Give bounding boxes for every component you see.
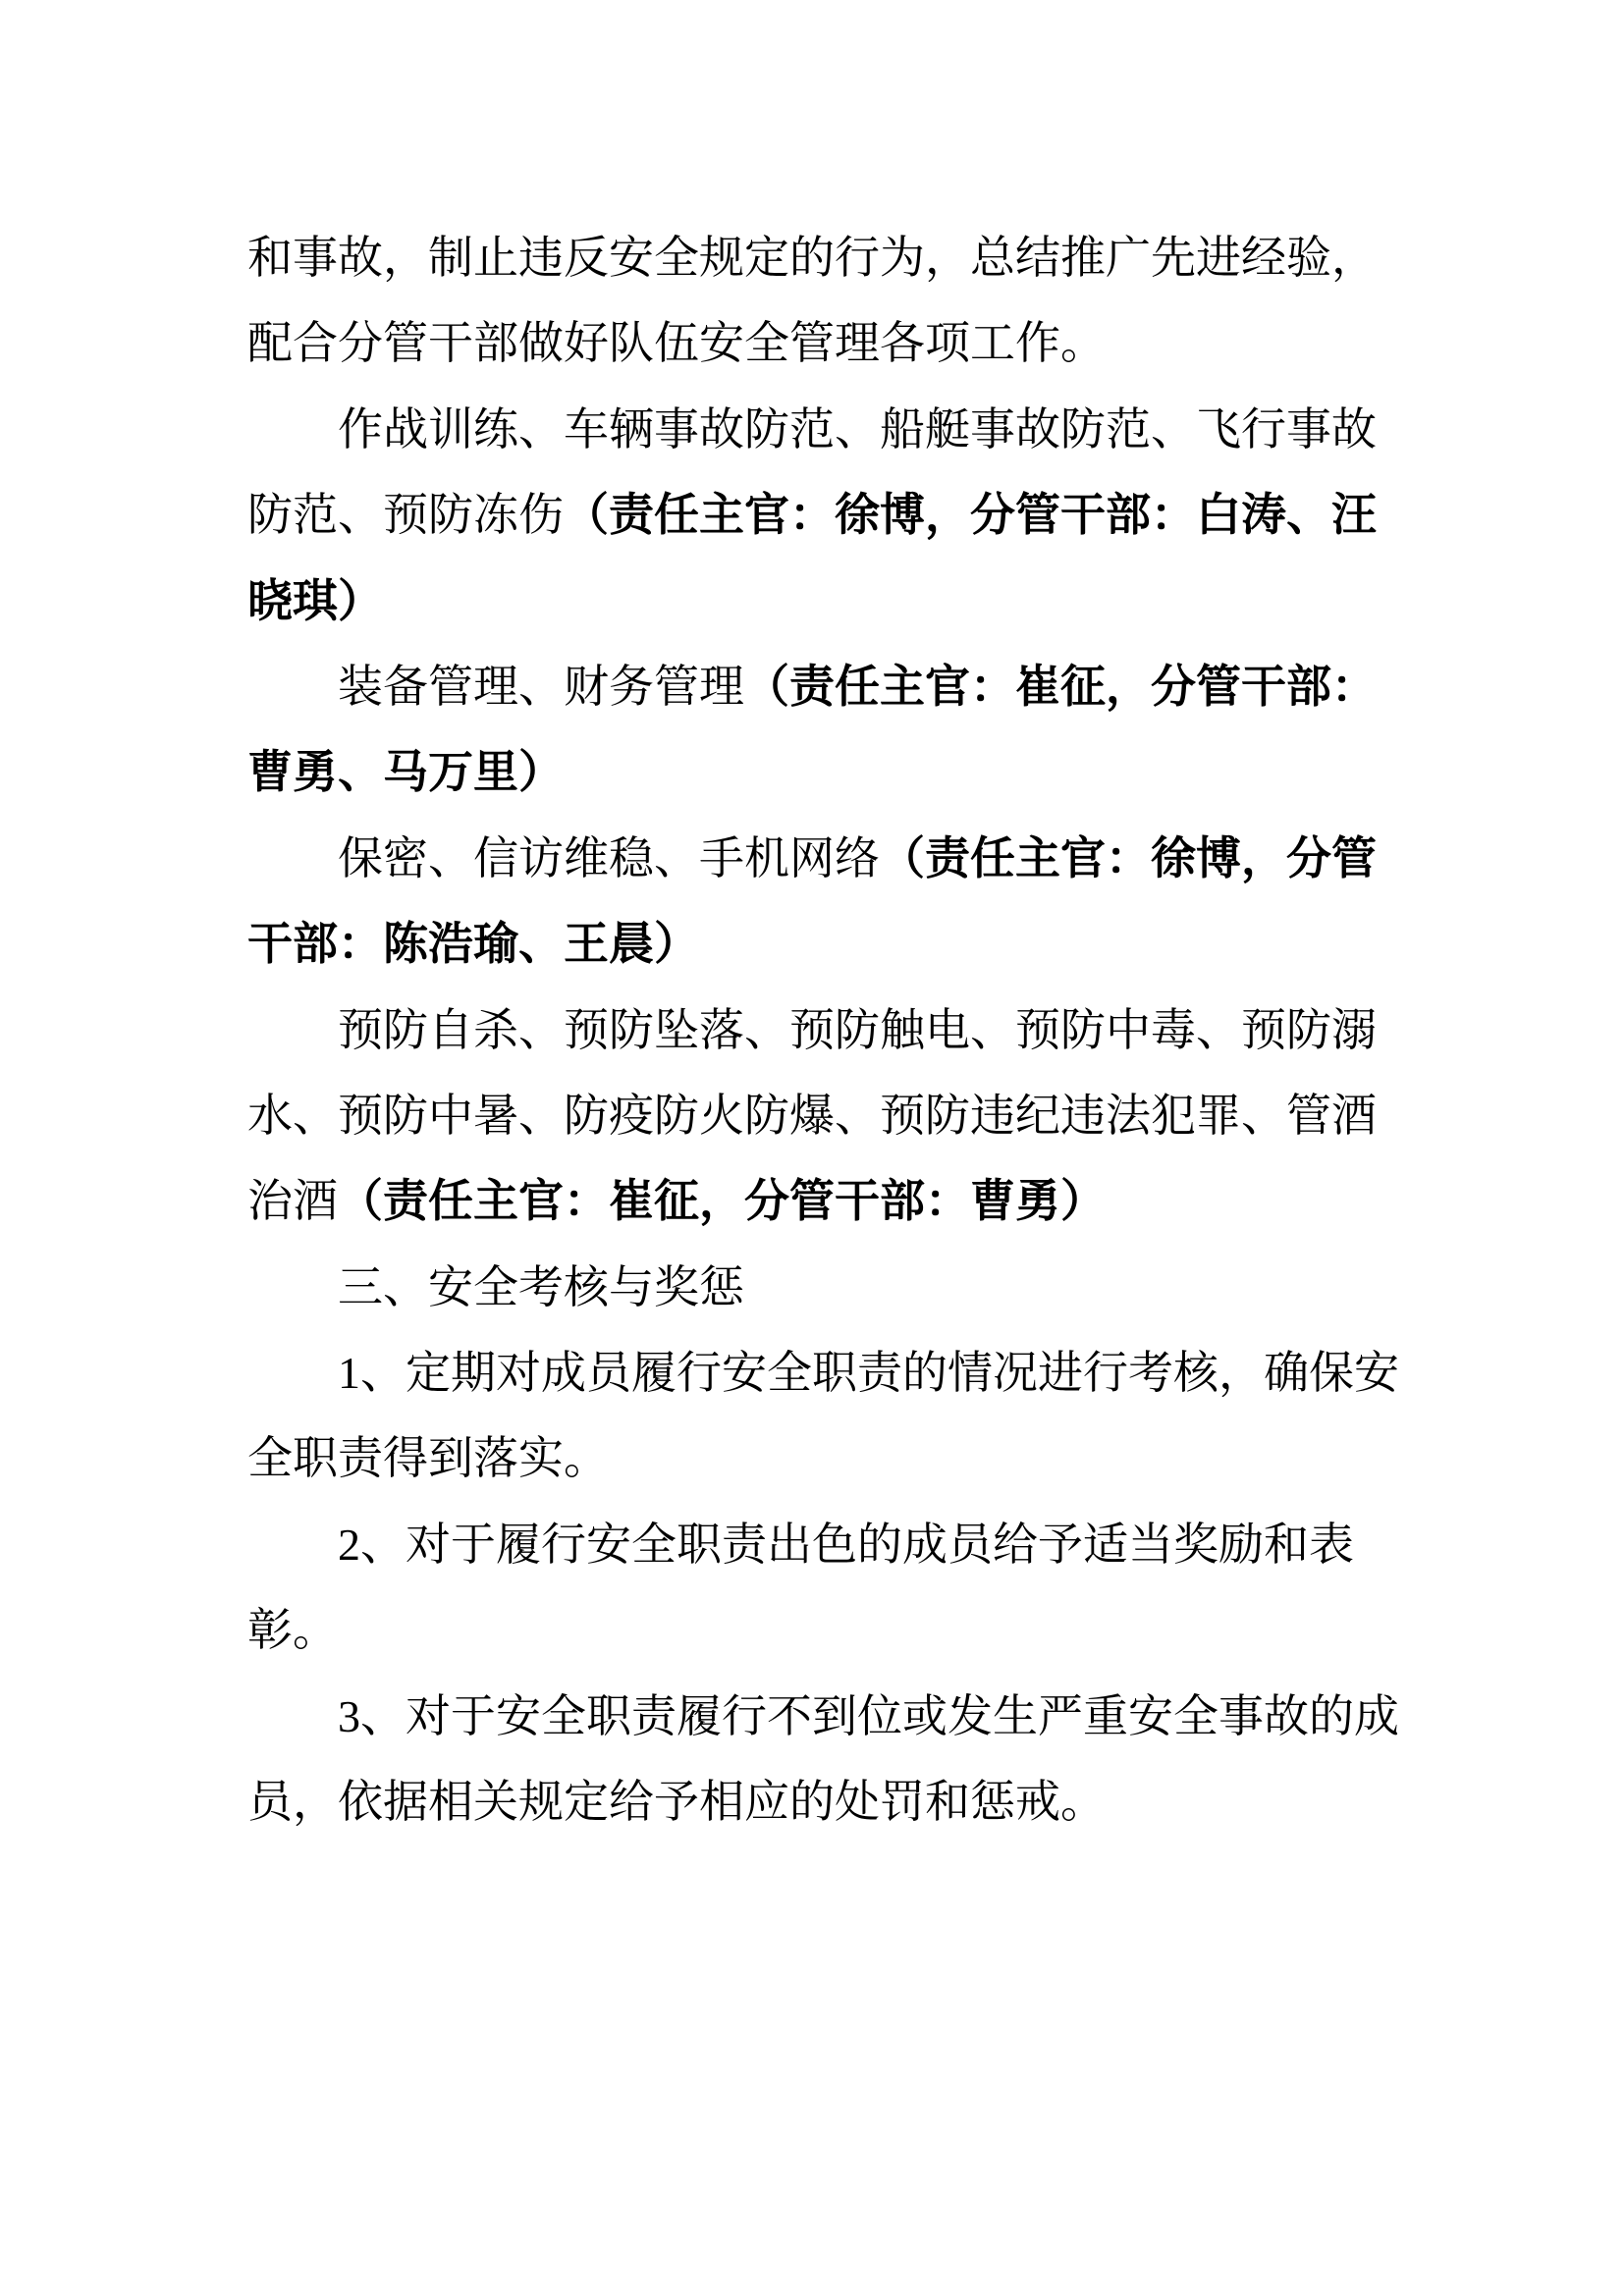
bold-text: （责任主官：徐博，分管 bbox=[880, 830, 1377, 884]
text-segment: 配合分管干部做好队伍安全管理各项工作。 bbox=[247, 316, 1106, 370]
paragraph bbox=[247, 1502, 1386, 1674]
text-line bbox=[247, 1674, 1399, 1759]
text-line bbox=[247, 1330, 1399, 1415]
text-segment: 三、安全考核与奖惩 bbox=[338, 1259, 744, 1313]
bold-text: 干部：陈浩瑜、王晨） bbox=[247, 917, 699, 971]
text-segment: 彰。 bbox=[247, 1603, 338, 1657]
text-line bbox=[247, 816, 1386, 901]
text-segment: 水、预防中暑、防疫防火防爆、预防违纪违法犯罪、管酒 bbox=[247, 1088, 1377, 1142]
text-line bbox=[247, 215, 1386, 300]
document-page bbox=[247, 215, 1399, 1844]
text-segment: 保密、信访维稳、手机网络 bbox=[338, 830, 880, 884]
paragraph bbox=[247, 387, 1386, 644]
text-line bbox=[247, 1245, 1386, 1330]
bold-text: （责任主官：崔征，分管干部：曹勇） bbox=[338, 1174, 1106, 1228]
text-line bbox=[247, 1759, 1386, 1844]
text-segment: 、对于安全职责履行不到位或发生严重安全事故的成 bbox=[360, 1688, 1399, 1742]
text-line bbox=[247, 1502, 1386, 1587]
text-segment: 预防自杀、预防坠落、预防触电、预防中毒、预防溺 bbox=[338, 1002, 1377, 1056]
text-line bbox=[247, 559, 1386, 644]
bold-text: （责任主官：崔征，分管干部： bbox=[744, 659, 1377, 713]
text-line bbox=[247, 1587, 1386, 1673]
text-line bbox=[247, 1073, 1386, 1158]
paragraph bbox=[247, 215, 1386, 387]
text-segment: 1 bbox=[338, 1348, 360, 1399]
text-segment: 装备管理、财务管理 bbox=[338, 659, 744, 713]
text-segment: 员，依据相关规定给予相应的处罚和惩戒。 bbox=[247, 1775, 1106, 1829]
text-line bbox=[247, 1415, 1386, 1501]
text-segment: 、定期对成员履行安全职责的情况进行考核，确保安 bbox=[360, 1346, 1399, 1400]
text-segment: 3 bbox=[338, 1690, 360, 1741]
text-line bbox=[247, 644, 1386, 729]
text-line bbox=[247, 1158, 1386, 1244]
text-line bbox=[247, 472, 1386, 558]
text-segment: 作战训练、车辆事故防范、船艇事故防范、飞行事故 bbox=[338, 401, 1377, 455]
text-segment: 2 bbox=[338, 1519, 360, 1570]
text-segment: 全职责得到落实。 bbox=[247, 1431, 609, 1485]
paragraph bbox=[247, 988, 1386, 1245]
bold-text: （责任主官：徐博，分管干部：白涛、汪 bbox=[564, 488, 1377, 542]
text-segment: 防范、预防冻伤 bbox=[247, 488, 564, 542]
paragraph bbox=[247, 816, 1386, 988]
paragraph bbox=[247, 1674, 1399, 1845]
paragraph bbox=[247, 1330, 1399, 1502]
text-segment: 治酒 bbox=[247, 1174, 338, 1228]
paragraph bbox=[247, 644, 1386, 816]
text-segment: 和事故，制止违反安全规定的行为，总结推广先进经验， bbox=[247, 231, 1377, 284]
bold-text: 曹勇、马万里） bbox=[247, 745, 564, 799]
bold-text: 晓琪） bbox=[247, 573, 383, 627]
text-line bbox=[247, 901, 1386, 987]
text-line bbox=[247, 387, 1386, 472]
text-line bbox=[247, 729, 1386, 815]
text-line bbox=[247, 300, 1386, 386]
paragraph bbox=[247, 1245, 1386, 1330]
text-line bbox=[247, 988, 1386, 1073]
text-segment: 、对于履行安全职责出色的成员给予适当奖励和表 bbox=[360, 1517, 1354, 1571]
